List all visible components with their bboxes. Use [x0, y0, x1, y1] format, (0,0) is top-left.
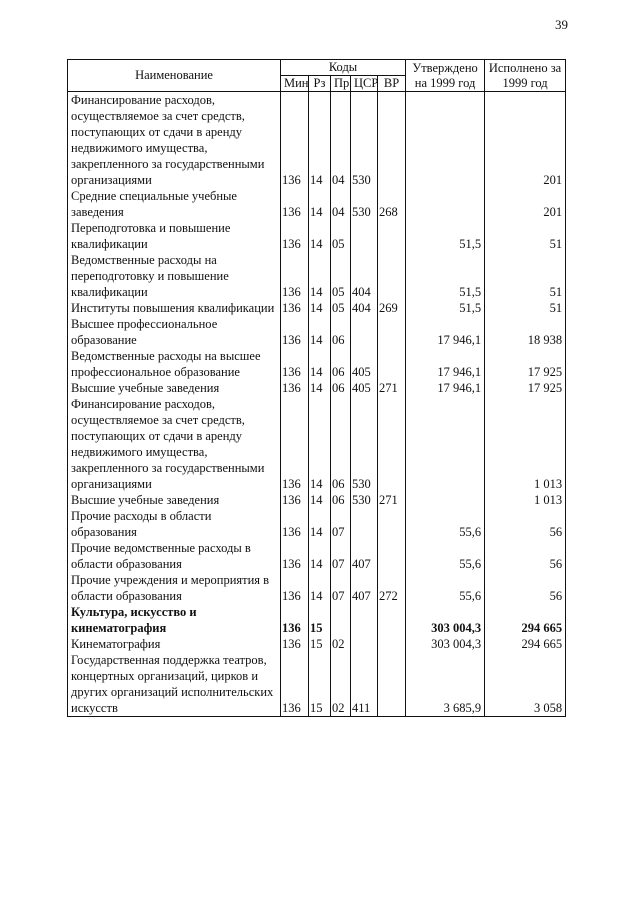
- cell-executed: 18 938: [485, 316, 566, 348]
- cell-pr: [331, 604, 351, 636]
- cell-approved: 51,5: [406, 252, 485, 300]
- cell-executed: 56: [485, 540, 566, 572]
- table-row: [68, 316, 566, 348]
- cell-name: Высшее профессиональное образование: [68, 316, 281, 348]
- cell-rz: 14: [309, 572, 331, 604]
- table-row: [68, 300, 566, 316]
- table-row: [68, 380, 566, 396]
- cell-name: Прочие учреждения и мероприятия в области образования: [68, 572, 281, 604]
- cell-executed: 1 013: [485, 396, 566, 492]
- table-row: [68, 652, 566, 717]
- cell-rz: 14: [309, 316, 331, 348]
- cell-name: Высшие учебные заведения: [68, 380, 281, 396]
- table-row: [68, 492, 566, 508]
- cell-vr: [378, 316, 406, 348]
- cell-rz: 15: [309, 652, 331, 717]
- cell-name: Кинематография: [68, 636, 281, 652]
- cell-pr: 04: [331, 188, 351, 220]
- cell-pr: 05: [331, 300, 351, 316]
- cell-rz: 15: [309, 636, 331, 652]
- header-pr: Пр: [331, 76, 351, 92]
- cell-vr: [378, 604, 406, 636]
- cell-csr: [351, 316, 378, 348]
- cell-name: Финансирование расходов, осуществляемое за счет средств, поступающих от сдачи в аренду недвижимого имущества, закрепленного за государственными организациями: [68, 92, 281, 189]
- cell-approved: 51,5: [406, 220, 485, 252]
- cell-approved: [406, 188, 485, 220]
- cell-pr: 06: [331, 316, 351, 348]
- cell-pr: 05: [331, 220, 351, 252]
- cell-pr: 06: [331, 380, 351, 396]
- table-row: [68, 572, 566, 604]
- cell-vr: 271: [378, 492, 406, 508]
- cell-name: Финансирование расходов, осуществляемое за счет средств, поступающих от сдачи в аренду недвижимого имущества, закрепленного за государственными организациями: [68, 396, 281, 492]
- cell-min: 136: [281, 220, 309, 252]
- cell-csr: 405: [351, 380, 378, 396]
- cell-approved: [406, 396, 485, 492]
- cell-rz: 14: [309, 396, 331, 492]
- cell-executed: 51: [485, 252, 566, 300]
- cell-executed: 201: [485, 188, 566, 220]
- cell-pr: 06: [331, 492, 351, 508]
- table-row: [68, 220, 566, 252]
- header-name: Наименование: [68, 60, 281, 92]
- cell-pr: 07: [331, 508, 351, 540]
- cell-rz: 14: [309, 492, 331, 508]
- cell-name: Переподготовка и повышение квалификации: [68, 220, 281, 252]
- budget-table: [67, 59, 566, 717]
- cell-min: 136: [281, 636, 309, 652]
- cell-approved: 55,6: [406, 540, 485, 572]
- cell-approved: 3 685,9: [406, 652, 485, 717]
- cell-vr: [378, 348, 406, 380]
- table-row: [68, 508, 566, 540]
- cell-min: 136: [281, 348, 309, 380]
- cell-csr: 530: [351, 492, 378, 508]
- cell-executed: 294 665: [485, 636, 566, 652]
- cell-min: 136: [281, 188, 309, 220]
- cell-vr: [378, 252, 406, 300]
- cell-csr: [351, 508, 378, 540]
- header-approved: Утверждено на 1999 год: [406, 60, 485, 92]
- cell-min: 136: [281, 92, 309, 189]
- cell-approved: 55,6: [406, 572, 485, 604]
- cell-executed: 201: [485, 92, 566, 189]
- header-csr: ЦСР: [351, 76, 378, 92]
- cell-min: 136: [281, 300, 309, 316]
- cell-rz: 14: [309, 220, 331, 252]
- cell-min: 136: [281, 572, 309, 604]
- cell-name: Высшие учебные заведения: [68, 492, 281, 508]
- header-min: Мин: [281, 76, 309, 92]
- cell-name: Ведомственные расходы на высшее профессиональное образование: [68, 348, 281, 380]
- cell-approved: 17 946,1: [406, 348, 485, 380]
- cell-min: 136: [281, 540, 309, 572]
- table-row: [68, 92, 566, 189]
- table-row: [68, 604, 566, 636]
- cell-approved: 17 946,1: [406, 380, 485, 396]
- cell-rz: 14: [309, 300, 331, 316]
- page-number: 39: [555, 17, 568, 32]
- table-row: [68, 252, 566, 300]
- cell-min: 136: [281, 652, 309, 717]
- cell-vr: 269: [378, 300, 406, 316]
- cell-vr: 272: [378, 572, 406, 604]
- cell-approved: [406, 492, 485, 508]
- cell-executed: 1 013: [485, 492, 566, 508]
- table-row: [68, 636, 566, 652]
- cell-vr: [378, 220, 406, 252]
- cell-csr: 404: [351, 252, 378, 300]
- table-row: [68, 188, 566, 220]
- cell-name: Ведомственные расходы на переподготовку и повышение квалификации: [68, 252, 281, 300]
- cell-min: 136: [281, 380, 309, 396]
- cell-name: Средние специальные учебные заведения: [68, 188, 281, 220]
- table-row: [68, 540, 566, 572]
- cell-csr: 530: [351, 396, 378, 492]
- cell-vr: [378, 396, 406, 492]
- cell-executed: 294 665: [485, 604, 566, 636]
- cell-csr: 404: [351, 300, 378, 316]
- cell-executed: 17 925: [485, 348, 566, 380]
- header-vr: ВР: [378, 76, 406, 92]
- cell-pr: 06: [331, 396, 351, 492]
- table-row: [68, 396, 566, 492]
- cell-min: 136: [281, 604, 309, 636]
- cell-pr: 04: [331, 92, 351, 189]
- header-executed: Исполнено за 1999 год: [485, 60, 566, 92]
- cell-name: Культура, искусство и кинематография: [68, 604, 281, 636]
- cell-executed: 51: [485, 220, 566, 252]
- cell-csr: [351, 636, 378, 652]
- cell-vr: 268: [378, 188, 406, 220]
- cell-vr: [378, 652, 406, 717]
- cell-approved: 17 946,1: [406, 316, 485, 348]
- cell-min: 136: [281, 316, 309, 348]
- cell-vr: [378, 508, 406, 540]
- cell-executed: 17 925: [485, 380, 566, 396]
- cell-vr: [378, 92, 406, 189]
- cell-executed: 3 058: [485, 652, 566, 717]
- cell-rz: 14: [309, 188, 331, 220]
- cell-pr: 06: [331, 348, 351, 380]
- cell-rz: 14: [309, 348, 331, 380]
- cell-csr: 407: [351, 540, 378, 572]
- cell-pr: 07: [331, 572, 351, 604]
- cell-csr: 530: [351, 188, 378, 220]
- cell-approved: 51,5: [406, 300, 485, 316]
- header-rz: Рз: [309, 76, 331, 92]
- header-codes: Коды: [281, 60, 406, 76]
- cell-name: Государственная поддержка театров, концертных организаций, цирков и других организаций исполнительских искусств: [68, 652, 281, 717]
- cell-approved: [406, 92, 485, 189]
- cell-rz: 14: [309, 252, 331, 300]
- cell-pr: 02: [331, 636, 351, 652]
- cell-pr: 05: [331, 252, 351, 300]
- cell-executed: 56: [485, 508, 566, 540]
- cell-approved: 303 004,3: [406, 636, 485, 652]
- cell-pr: 02: [331, 652, 351, 717]
- cell-min: 136: [281, 252, 309, 300]
- cell-rz: 14: [309, 508, 331, 540]
- cell-min: 136: [281, 396, 309, 492]
- cell-rz: 15: [309, 604, 331, 636]
- table-row: [68, 348, 566, 380]
- cell-csr: 407: [351, 572, 378, 604]
- table-body: [68, 92, 566, 717]
- cell-min: 136: [281, 508, 309, 540]
- cell-rz: 14: [309, 92, 331, 189]
- cell-csr: [351, 220, 378, 252]
- cell-csr: 405: [351, 348, 378, 380]
- cell-approved: 55,6: [406, 508, 485, 540]
- cell-csr: 530: [351, 92, 378, 189]
- cell-vr: [378, 540, 406, 572]
- cell-csr: [351, 604, 378, 636]
- cell-min: 136: [281, 492, 309, 508]
- cell-rz: 14: [309, 540, 331, 572]
- cell-csr: 411: [351, 652, 378, 717]
- cell-executed: 56: [485, 572, 566, 604]
- cell-name: Прочие расходы в области образования: [68, 508, 281, 540]
- cell-rz: 14: [309, 380, 331, 396]
- cell-name: Прочие ведомственные расходы в области образования: [68, 540, 281, 572]
- cell-executed: 51: [485, 300, 566, 316]
- cell-pr: 07: [331, 540, 351, 572]
- cell-name: Институты повышения квалификации: [68, 300, 281, 316]
- cell-vr: [378, 636, 406, 652]
- cell-approved: 303 004,3: [406, 604, 485, 636]
- cell-vr: 271: [378, 380, 406, 396]
